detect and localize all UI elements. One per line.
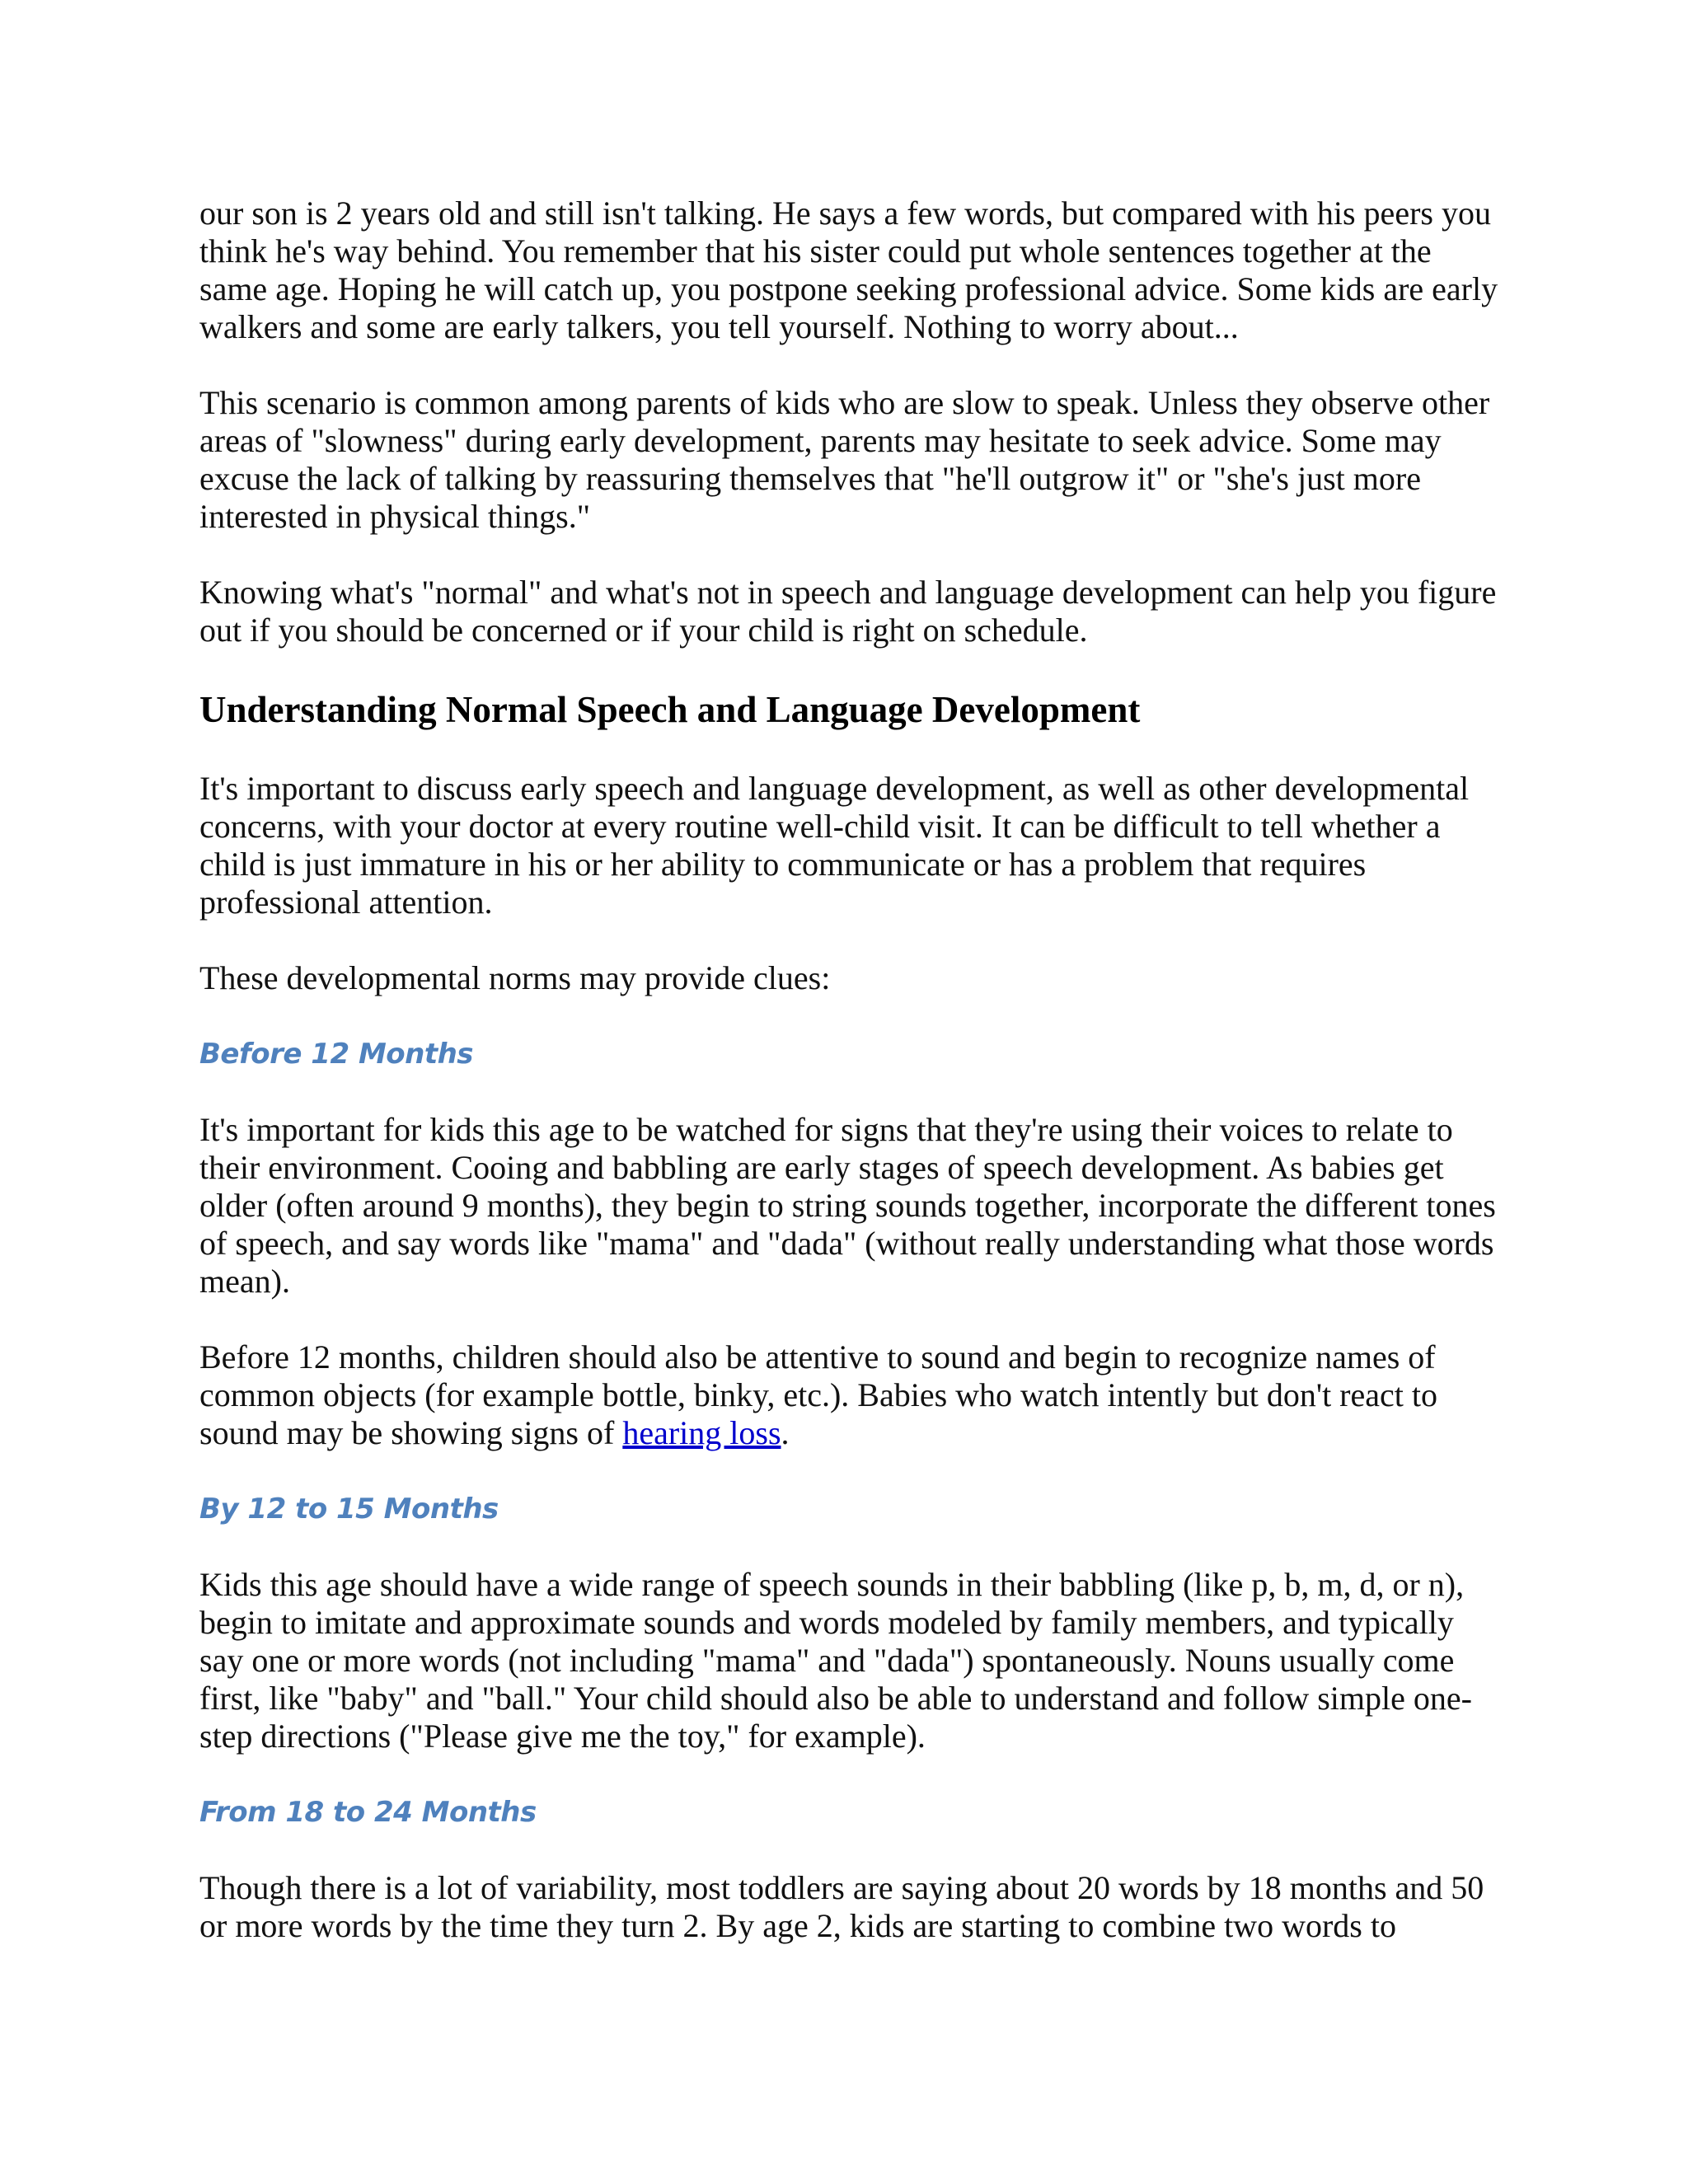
document-page bbox=[199, 194, 1502, 1983]
before-12-paragraph-1: It's important for kids this age to be watched for signs that they're using their voices to relate to their environment. Cooing and babbling are early stages of speech development. As babies get older (often around 9 months), they begin to string sounds together, incorporate the different tones of speech, and say words like "mama" and "dada" (without really understanding what those words mean). bbox=[199, 1111, 1496, 1300]
before-12-paragraph-2 bbox=[199, 1338, 1502, 1452]
subheading-before-12-months: Before 12 Months bbox=[199, 1038, 474, 1071]
section-paragraph-1: It's important to discuss early speech and language development, as well as other developmental concerns, with your doctor at every routine well-child visit. It can be difficult to tell whether a child is just immature in his or her ability to communicate or has a problem that requires professional attention. bbox=[199, 770, 1470, 921]
section-title: Understanding Normal Speech and Language Development bbox=[199, 689, 1141, 730]
subheading-18-to-24-months: From 18 to 24 Months bbox=[199, 1796, 537, 1829]
by-12-to-15-paragraph: Kids this age should have a wide range of speech sounds in their babbling (like p, b, m, d, or n), begin to imitate and approximate sounds and words modeled by family members, and typically say one or more words (not including "mama" and "dada") spontaneously. Nouns usually come first, like "baby" and "ball." Your child should also be able to understand and follow simple one-step directions ("Please give me the toy," for example). bbox=[199, 1566, 1472, 1755]
intro-paragraph-1: our son is 2 years old and still isn't talking. He says a few words, but compared with his peers you think he's way behind. You remember that his sister could put whole sentences together at the same age. Hoping he will catch up, you postpone seeking professional advice. Some kids are early walkers and some are early talkers, you tell yourself. Nothing to worry about... bbox=[199, 194, 1498, 345]
intro-paragraph-3: Knowing what's "normal" and what's not in speech and language development can help you figure out if you should be concerned or if your child is right on schedule. bbox=[199, 574, 1497, 649]
before-12-paragraph-2-text: Before 12 months, children should also be attentive to sound and begin to recognize names of common objects (for example bottle, binky, etc.). Babies who watch intently but don't react to sound may be showing signs of bbox=[199, 1338, 1437, 1451]
intro-paragraph-2: This scenario is common among parents of kids who are slow to speak. Unless they observe other areas of "slowness" during early development, parents may hesitate to seek advice. Some may excuse the lack of talking by reassuring themselves that "he'll outgrow it" or "she's just more interested in physical things." bbox=[199, 384, 1490, 535]
subheading-12-to-15-months: By 12 to 15 Months bbox=[199, 1493, 499, 1526]
from-18-to-24-paragraph: Though there is a lot of variability, most toddlers are saying about 20 words by 18 months and 50 or more words by the time they turn 2. By age 2, kids are starting to combine two words to bbox=[199, 1869, 1484, 1944]
hearing-loss-link[interactable]: hearing loss bbox=[622, 1414, 781, 1451]
before-12-paragraph-2-end: . bbox=[781, 1414, 790, 1451]
section-paragraph-2: These developmental norms may provide clues: bbox=[199, 959, 831, 996]
